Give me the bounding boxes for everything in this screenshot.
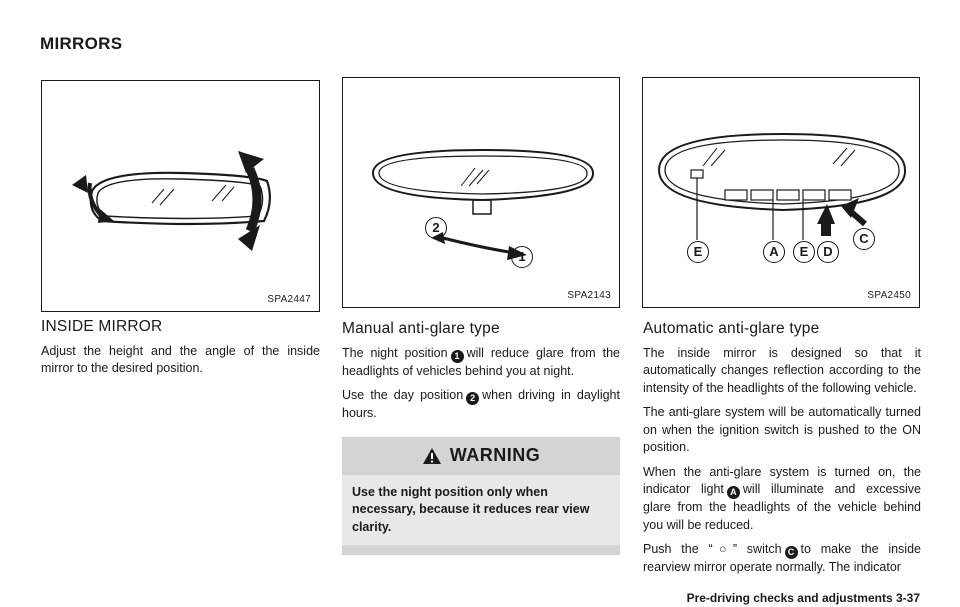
- manual-paragraph-1: The night position 1 will reduce glare from the headlights of vehicles behind you at night.: [342, 345, 620, 378]
- callout-d: D: [817, 241, 839, 263]
- callout-night: 1: [511, 246, 533, 268]
- callout-e-right: E: [793, 241, 815, 263]
- automatic-paragraph-1: The inside mirror is designed so that it automatically changes reflection according to the intensity of the headlights of the following vehicle.: [643, 345, 921, 395]
- figure-code: SPA2450: [867, 290, 911, 301]
- warning-icon: [422, 447, 442, 465]
- figure-code: SPA2143: [567, 290, 611, 301]
- warning-text: Use the night position only when necessary, because it reduces rear view clarity.: [342, 475, 620, 546]
- automatic-paragraph-3: When the anti-glare system is turned on, the indicator light A will illuminate and excessive glare from the headlights of the vehicle behind you will be reduced.: [643, 464, 921, 532]
- callout-day: 2: [425, 217, 447, 239]
- mirror-illustration: [42, 81, 321, 313]
- warning-box: [342, 437, 620, 556]
- callout-2-badge: 2: [466, 392, 479, 405]
- column-manual: [342, 320, 620, 555]
- section-title: MIRRORS: [40, 34, 123, 53]
- column-inside-mirror: [41, 318, 320, 385]
- manual-paragraph-2: Use the day position 2 when driving in daylight hours.: [342, 388, 620, 420]
- page-footer: Pre-driving checks and adjustments 3-37: [686, 591, 920, 605]
- automatic-title: Automatic anti-glare type: [643, 320, 820, 337]
- automatic-paragraph-4: Push the “○” switch C to make the inside rearview mirror operate normally. The indicator: [643, 542, 921, 574]
- callout-e-left: E: [687, 241, 709, 263]
- figure-automatic-anti-glare: [642, 77, 920, 308]
- callout-1-badge: 1: [451, 350, 464, 363]
- figure-manual-anti-glare: [342, 77, 620, 308]
- figure-inside-mirror: [41, 80, 320, 312]
- warning-header: [342, 437, 620, 475]
- callout-c-badge: C: [785, 546, 798, 559]
- inside-mirror-title: INSIDE MIRROR: [41, 318, 163, 335]
- warning-title: WARNING: [449, 444, 541, 465]
- automatic-paragraph-2: The anti-glare system will be automatically turned on when the ignition switch is pushed to the ON position.: [643, 405, 921, 454]
- auto-mirror-illustration: [643, 78, 921, 309]
- manual-title: Manual anti-glare type: [342, 320, 500, 337]
- figure-code: SPA2447: [267, 294, 311, 305]
- callout-a: A: [763, 241, 785, 263]
- callout-a-badge: A: [727, 486, 740, 499]
- manual-mirror-illustration: [343, 78, 621, 309]
- column-automatic: [643, 320, 921, 584]
- callout-c: C: [853, 228, 875, 250]
- inside-mirror-text: Adjust the height and the angle of the inside mirror to the desired position.: [41, 343, 320, 375]
